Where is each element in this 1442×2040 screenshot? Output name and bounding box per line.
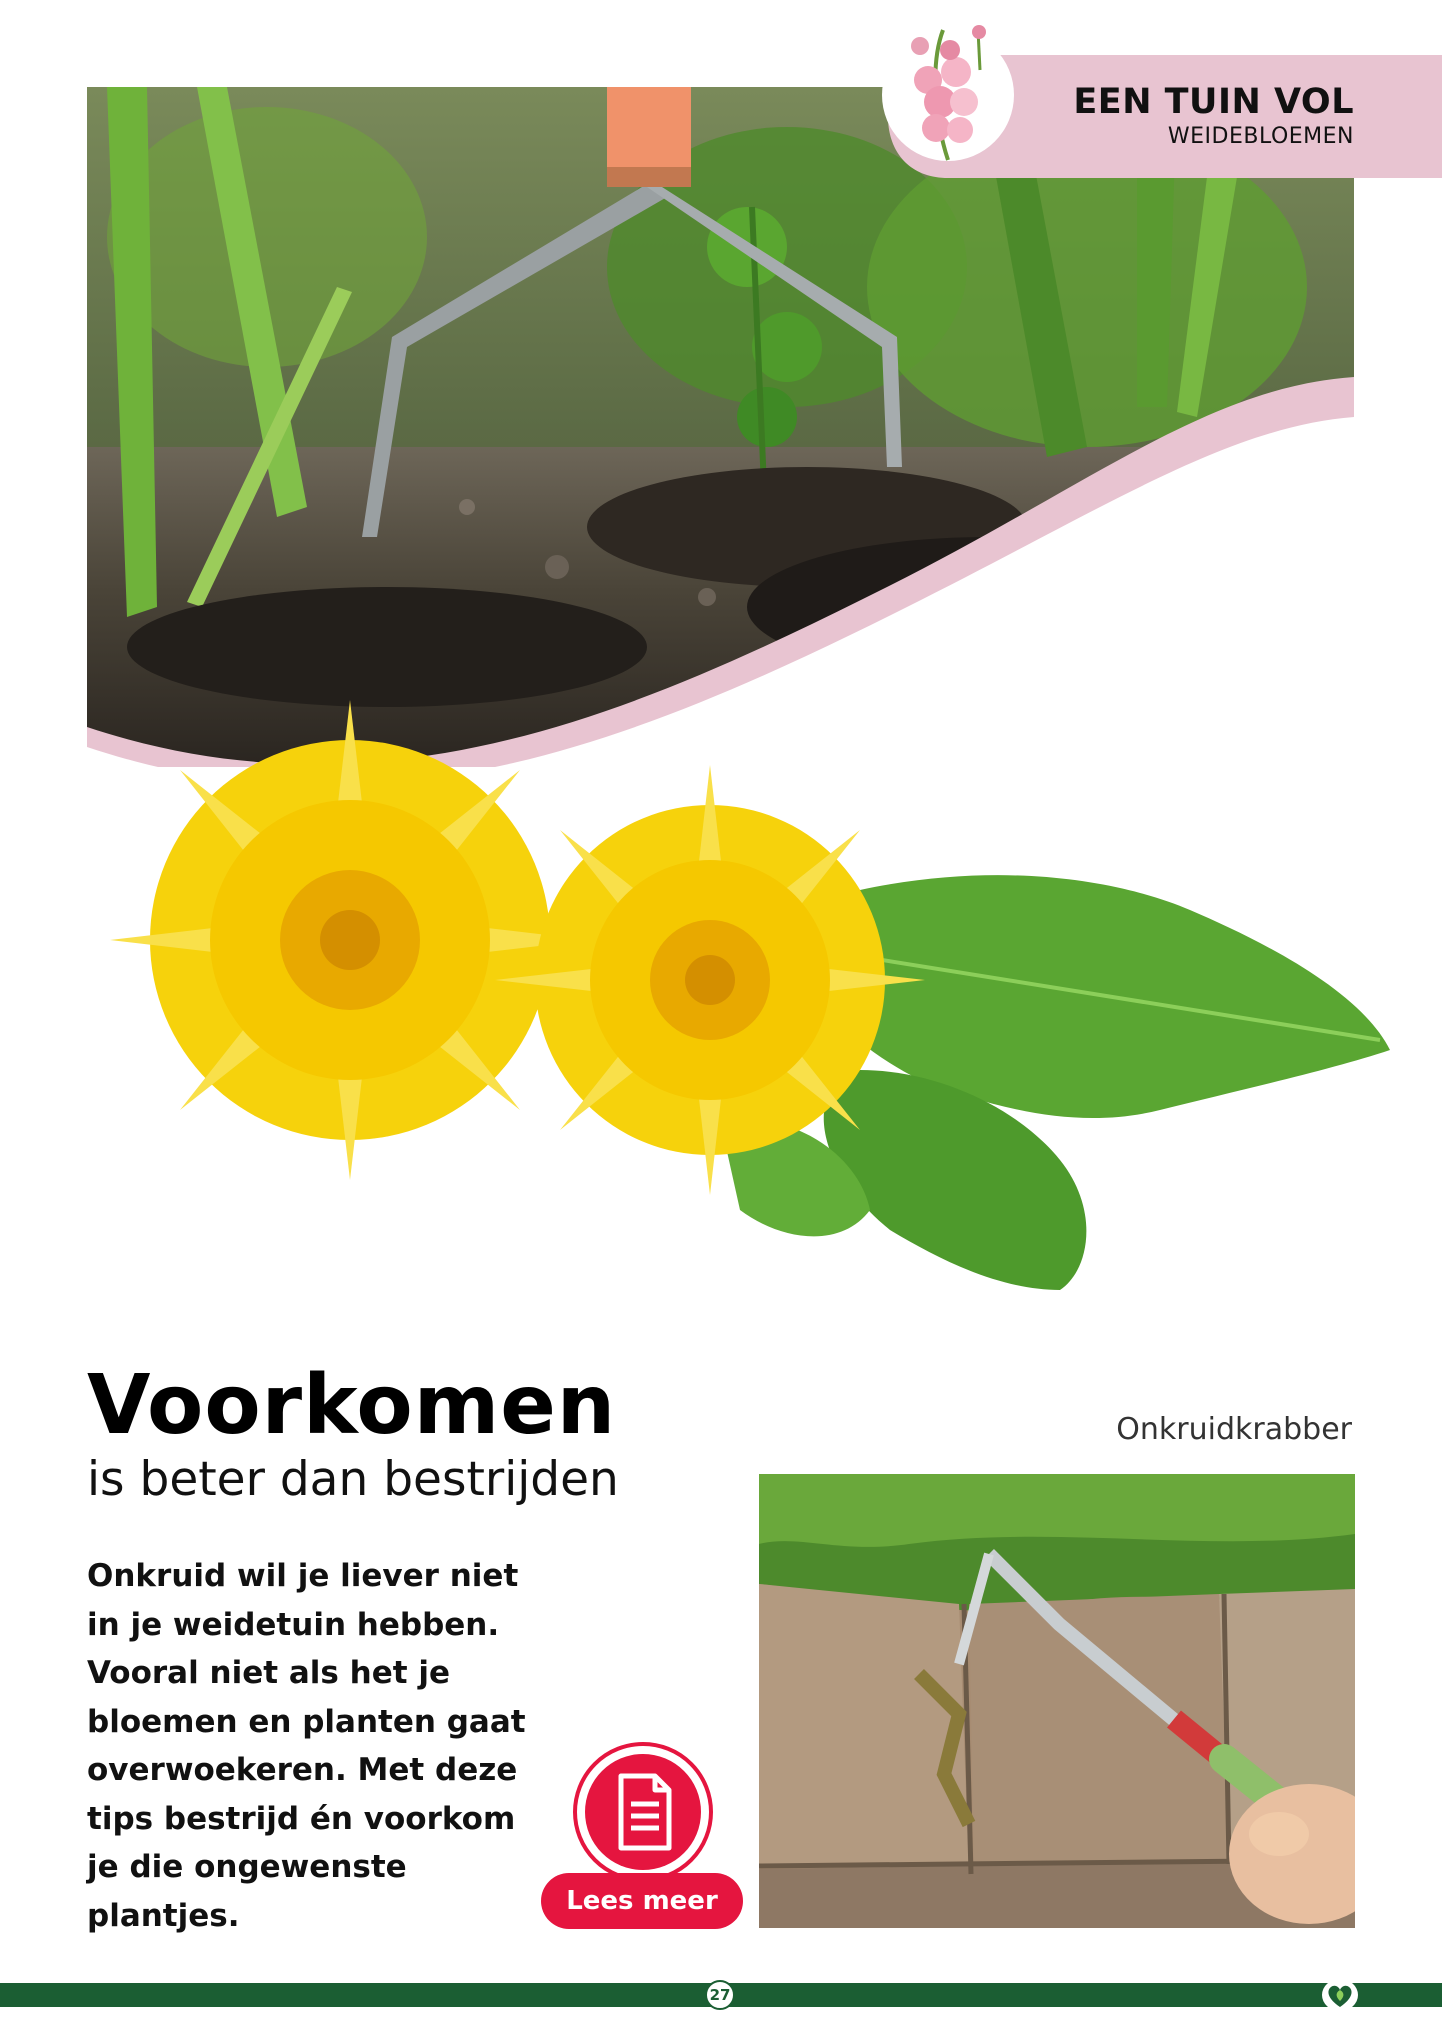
header-title: EEN TUIN VOL: [1073, 82, 1354, 122]
snapdragon-flower-icon: [868, 10, 1018, 170]
read-more-button[interactable]: Lees meer: [541, 1873, 743, 1929]
weed-scraper-photo: [759, 1474, 1355, 1928]
heart-leaf-logo-icon: [1322, 1979, 1358, 2011]
article-intro: Onkruid wil je liever niet in je weidetuin hebben. Vooral niet als het je bloemen en planten gaat overwoekeren. Met deze tips bestrijd én voorkom je die ongewenste plantjes.: [87, 1558, 526, 1934]
article-headline: Voorkomen: [87, 1358, 617, 1453]
article-subheadline: is beter dan bestrijden: [87, 1452, 619, 1507]
photo-caption: Onkruidkrabber: [1116, 1412, 1352, 1447]
header-subtitle: WEIDEBLOEMEN: [1167, 124, 1354, 149]
dandelion-photo: [100, 690, 1400, 1330]
garden-hoe-photo: [87, 87, 1354, 767]
page-number: 27: [705, 1980, 735, 2010]
document-icon[interactable]: [585, 1754, 701, 1870]
